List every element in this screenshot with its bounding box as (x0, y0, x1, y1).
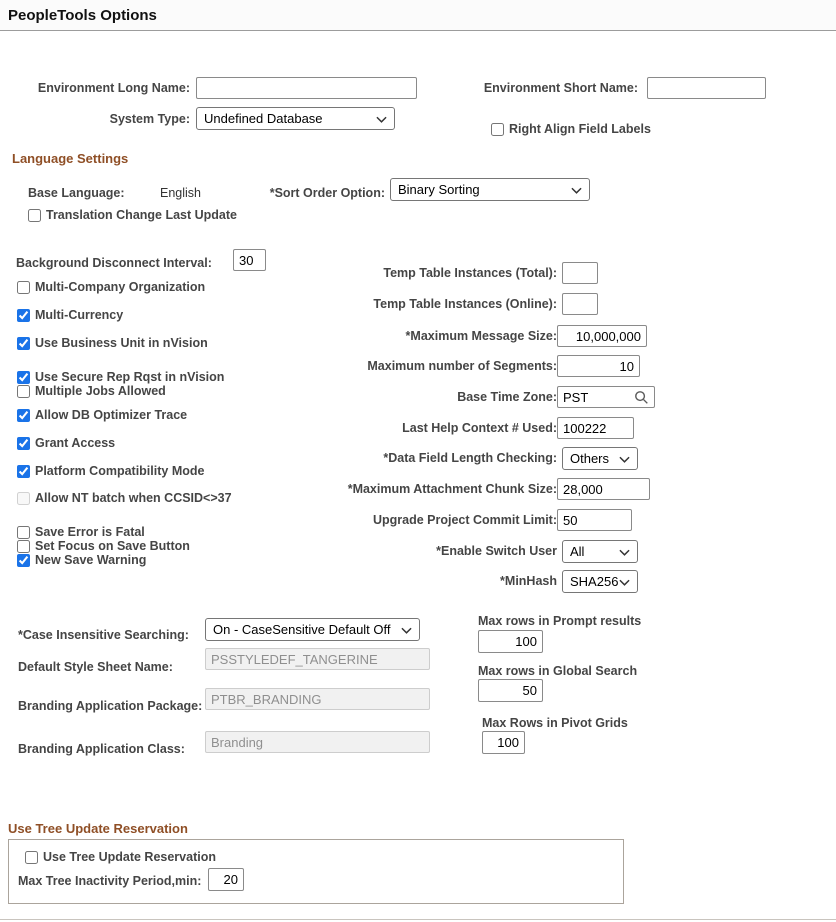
translation-change-label: Translation Change Last Update (46, 208, 238, 222)
max-rows-prompt-label: Max rows in Prompt results (478, 614, 642, 628)
use-tree-update-reservation-heading: Use Tree Update Reservation (8, 821, 188, 836)
right-align-field-labels-checkbox[interactable] (491, 123, 504, 136)
chevron-down-icon (619, 456, 630, 463)
base-time-zone-label: Base Time Zone: (457, 390, 557, 404)
default-style-sheet-label: Default Style Sheet Name: (18, 660, 173, 674)
maximum-attachment-chunk-label: *Maximum Attachment Chunk Size: (347, 482, 557, 496)
minhash-value: SHA256 (570, 574, 619, 589)
right-align-field-labels-label: Right Align Field Labels (509, 122, 651, 136)
save-error-is-fatal-row[interactable] (17, 525, 145, 539)
case-insensitive-searching-label: *Case Insensitive Searching: (18, 628, 189, 642)
maximum-attachment-chunk-input[interactable] (557, 478, 650, 500)
system-type-value: Undefined Database (204, 111, 323, 126)
data-field-length-value: Others (570, 451, 610, 466)
use-business-unit-nvision-row[interactable] (17, 336, 208, 350)
last-help-context-label: Last Help Context # Used: (402, 421, 557, 435)
use-tree-update-reservation-label: Use Tree Update Reservation (43, 850, 216, 864)
max-rows-prompt-input[interactable] (478, 630, 543, 653)
save-error-is-fatal-label: Save Error is Fatal (35, 525, 145, 539)
set-focus-save-button-checkbox[interactable] (17, 540, 30, 553)
multi-currency-label: Multi-Currency (35, 308, 124, 322)
use-tree-update-reservation-row[interactable] (25, 850, 216, 864)
grant-access-label: Grant Access (35, 436, 116, 450)
case-insensitive-searching-select[interactable] (205, 618, 420, 641)
minhash-select[interactable] (562, 570, 638, 593)
use-business-unit-nvision-label: Use Business Unit in nVision (35, 336, 208, 350)
multiple-jobs-allowed-row[interactable] (17, 384, 166, 398)
use-secure-rep-rqst-row[interactable] (17, 370, 224, 384)
grant-access-checkbox[interactable] (17, 437, 30, 450)
upgrade-project-commit-label: Upgrade Project Commit Limit: (372, 513, 557, 527)
maximum-segments-input[interactable] (557, 355, 640, 377)
translation-change-checkbox[interactable] (28, 209, 41, 222)
chevron-down-icon (619, 579, 630, 586)
chevron-down-icon (376, 116, 387, 123)
chevron-down-icon (619, 549, 630, 556)
tree-update-groupbox (8, 839, 624, 904)
branding-application-class-input (205, 731, 430, 753)
sort-order-option-label: *Sort Order Option: (269, 186, 385, 200)
platform-compatibility-mode-row[interactable] (17, 464, 204, 478)
max-rows-global-search-label: Max rows in Global Search (478, 664, 638, 678)
lookup-search-icon[interactable] (634, 390, 649, 405)
use-secure-rep-rqst-checkbox[interactable] (17, 371, 30, 384)
save-error-is-fatal-checkbox[interactable] (17, 526, 30, 539)
branding-application-class-label: Branding Application Class: (18, 742, 185, 756)
multi-company-organization-checkbox[interactable] (17, 281, 30, 294)
temp-table-online-input[interactable] (562, 293, 598, 315)
background-disconnect-interval-input[interactable] (233, 249, 266, 271)
allow-db-optimizer-trace-label: Allow DB Optimizer Trace (35, 408, 188, 422)
base-language-label: Base Language: (28, 186, 125, 200)
temp-table-online-label: Temp Table Instances (Online): (373, 297, 557, 311)
upgrade-project-commit-input[interactable] (557, 509, 632, 531)
allow-nt-batch-checkbox (17, 492, 30, 505)
page-bottom-divider (0, 919, 836, 920)
max-tree-inactivity-label: Max Tree Inactivity Period,min: (18, 874, 202, 888)
data-field-length-select[interactable] (562, 447, 638, 470)
platform-compatibility-mode-checkbox[interactable] (17, 465, 30, 478)
set-focus-save-button-label: Set Focus on Save Button (35, 539, 190, 553)
enable-switch-user-value: All (570, 544, 585, 559)
use-secure-rep-rqst-label: Use Secure Rep Rqst in nVision (35, 370, 225, 384)
data-field-length-label: *Data Field Length Checking: (383, 451, 557, 465)
language-settings-heading: Language Settings (12, 151, 129, 166)
multi-company-organization-label: Multi-Company Organization (35, 280, 206, 294)
branding-application-package-input (205, 688, 430, 710)
environment-long-name-input[interactable] (196, 77, 417, 99)
allow-db-optimizer-trace-row[interactable] (17, 408, 187, 422)
multi-currency-row[interactable] (17, 308, 123, 322)
new-save-warning-checkbox[interactable] (17, 554, 30, 567)
temp-table-total-input[interactable] (562, 262, 598, 284)
allow-nt-batch-label: Allow NT batch when CCSID<>37 (35, 491, 232, 505)
base-language-value: English (160, 186, 201, 200)
chevron-down-icon (571, 187, 582, 194)
right-align-field-labels-row[interactable] (491, 122, 651, 136)
maximum-message-size-label: *Maximum Message Size: (405, 329, 557, 343)
maximum-segments-label: Maximum number of Segments: (367, 359, 557, 373)
use-business-unit-nvision-checkbox[interactable] (17, 337, 30, 350)
background-disconnect-interval-label: Background Disconnect Interval: (16, 256, 212, 270)
sort-order-option-value: Binary Sorting (398, 182, 480, 197)
platform-compatibility-mode-label: Platform Compatibility Mode (35, 464, 205, 478)
temp-table-total-label: Temp Table Instances (Total): (383, 266, 557, 280)
new-save-warning-label: New Save Warning (35, 553, 147, 567)
environment-short-name-label: Environment Short Name: (483, 81, 638, 95)
last-help-context-input[interactable] (557, 417, 634, 439)
environment-short-name-input[interactable] (647, 77, 766, 99)
page-header (0, 0, 836, 31)
system-type-label: System Type: (109, 112, 190, 126)
maximum-message-size-input[interactable] (557, 325, 647, 347)
set-focus-save-button-row[interactable] (17, 539, 190, 553)
max-rows-pivot-grids-label: Max Rows in Pivot Grids (482, 716, 628, 730)
sort-order-option-select[interactable] (390, 178, 590, 201)
new-save-warning-row[interactable] (17, 553, 146, 567)
use-tree-update-reservation-checkbox[interactable] (25, 851, 38, 864)
translation-change-row[interactable] (28, 208, 237, 222)
environment-long-name-label: Environment Long Name: (37, 81, 190, 95)
page-title: PeopleTools Options (8, 7, 157, 24)
enable-switch-user-select[interactable] (562, 540, 638, 563)
enable-switch-user-label: *Enable Switch User (436, 544, 557, 558)
minhash-label: *MinHash (500, 574, 557, 588)
multi-company-organization-row[interactable] (17, 280, 205, 294)
system-type-select[interactable] (196, 107, 395, 130)
allow-nt-batch-row (17, 491, 232, 505)
grant-access-row[interactable] (17, 436, 115, 450)
multiple-jobs-allowed-label: Multiple Jobs Allowed (35, 384, 166, 398)
branding-application-package-label: Branding Application Package: (18, 699, 203, 713)
multi-currency-checkbox[interactable] (17, 309, 30, 322)
multiple-jobs-allowed-checkbox[interactable] (17, 385, 30, 398)
case-insensitive-searching-value: On - CaseSensitive Default Off (213, 622, 391, 637)
chevron-down-icon (401, 627, 412, 634)
max-rows-global-search-input[interactable] (478, 679, 543, 702)
allow-db-optimizer-trace-checkbox[interactable] (17, 409, 30, 422)
max-tree-inactivity-input[interactable] (208, 868, 244, 891)
max-rows-pivot-grids-input[interactable] (482, 731, 525, 754)
default-style-sheet-input (205, 648, 430, 670)
